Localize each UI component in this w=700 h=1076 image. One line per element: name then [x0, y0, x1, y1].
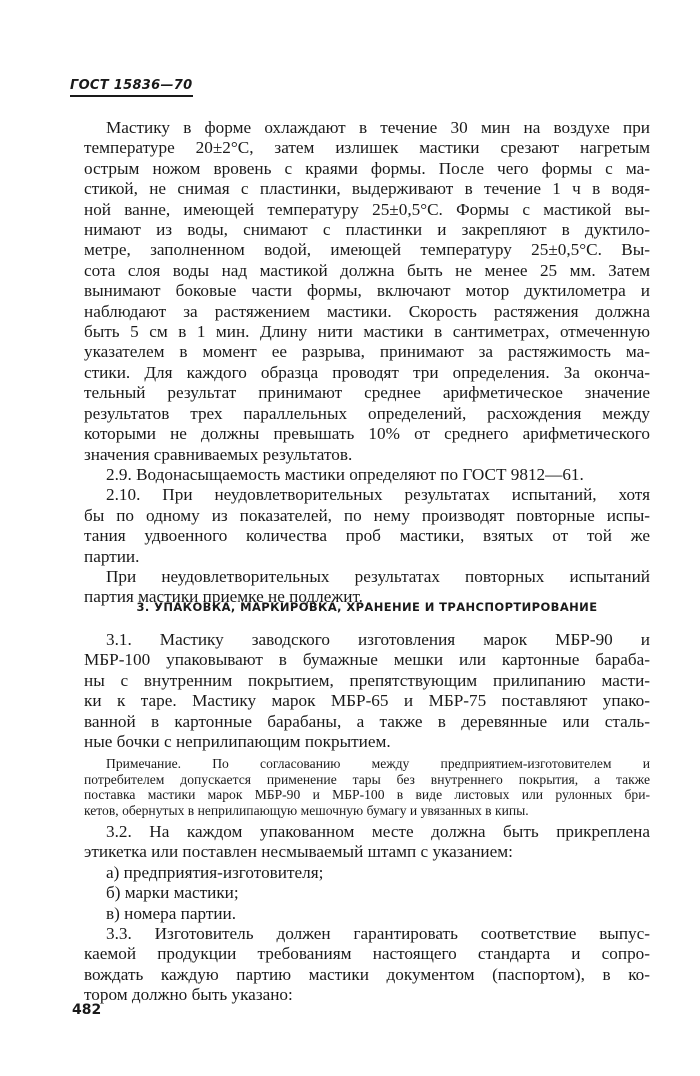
- text-line: тельный результат принимают среднее арифметическое значение: [84, 383, 650, 403]
- text-line: 2.10. При неудовлетворительных результатах испытаний, хотя: [106, 485, 650, 505]
- note-line: потребителем допускается применение тары без внутреннего покрытия, а также: [84, 771, 650, 787]
- text-line: МБР-100 упаковывают в бумажные мешки или картонные бараба-: [84, 650, 650, 670]
- text-line: тания удвоенного количества проб мастики, взятых от той же: [84, 526, 650, 546]
- list-item: б) марки мастики;: [106, 883, 239, 903]
- text-line: острым ножом вровень с краями формы. После чего формы с ма-: [84, 158, 650, 178]
- list-item: в) номера партии.: [106, 903, 237, 923]
- paragraph-3-1: [84, 630, 650, 752]
- note-line: кетов, обернутых в неприлипающую мешочную бумагу и увязанных в кипы.: [84, 802, 529, 818]
- text-line: нимают из воды, снимают с пластинки и закрепляют в дуктило-: [84, 220, 650, 240]
- paragraph-3-2-3-3: [84, 822, 650, 1006]
- paragraph-2-9: 2.9. Водонасыщаемость мастики определяют по ГОСТ 9812—61.: [106, 464, 584, 484]
- text-line: вождать каждую партию мастики документом (паспортом), в ко-: [84, 964, 650, 984]
- text-line: ной ванне, имеющей температуру 25±0,5°С. Формы с мастикой вы-: [84, 199, 650, 219]
- text-line: указателем в момент ее разрыва, принимают за растяжимость ма-: [84, 342, 650, 362]
- text-line: Мастику в форме охлаждают в течение 30 мин на воздухе при: [106, 118, 650, 137]
- note-line: Примечание. По согласованию между предприятием-изготовителем и: [106, 756, 650, 771]
- text-line: бы по одному из показателей, по нему производят повторные испы-: [84, 505, 650, 525]
- text-line: каемой продукции требованиям настоящего стандарта и сопро-: [84, 944, 650, 964]
- text-line: результатов трех параллельных определений, расхождения между: [84, 403, 650, 423]
- text-line: быть 5 см в 1 мин. Длину нити мастики в сантиметрах, отмеченную: [84, 322, 650, 342]
- text-line: тором должно быть указано:: [84, 985, 293, 1005]
- text-line: наблюдают за растяжением мастики. Скорость растяжения должна: [84, 301, 650, 321]
- text-line: стики. Для каждого образца проводят три определения. За оконча-: [84, 362, 650, 382]
- text-line: 3.3. Изготовитель должен гарантировать соответствие выпус-: [106, 924, 650, 944]
- text-line: метре, заполненном водой, имеющей температуру 25±0,5°С. Вы-: [84, 240, 650, 260]
- section-3-heading: 3. УПАКОВКА, МАРКИРОВКА, ХРАНЕНИЕ И ТРАНСПОРТИРОВАНИЕ: [136, 600, 598, 614]
- note-block: [84, 756, 650, 818]
- text-line: 3.1. Мастику заводского изготовления марок МБР-90 и: [106, 630, 650, 649]
- text-line: ные бочки с неприлипающим покрытием.: [84, 732, 391, 752]
- text-line: стикой, не снимая с пластинки, выдерживают в течение 1 ч в водя-: [84, 179, 650, 199]
- text-line: ки к таре. Мастику марок МБР-65 и МБР-75 поставляют упако-: [84, 691, 650, 711]
- text-line: вынимают боковые части формы, включают мотор дуктилометра и: [84, 281, 650, 301]
- text-line: значения сравниваемых результатов.: [84, 444, 353, 464]
- paragraph-2-8-continuation: [84, 118, 650, 608]
- text-line: которыми не должны превышать 10% от среднего арифметического: [84, 424, 650, 444]
- text-line: При неудовлетворительных результатах повторных испытаний: [106, 566, 650, 586]
- text-line: этикетка или поставлен несмываемый штамп с указанием:: [84, 842, 513, 862]
- text-line: 3.2. На каждом упакованном месте должна быть прикреплена: [106, 822, 650, 841]
- list-item: а) предприятия-изготовителя;: [106, 862, 324, 882]
- text-line: сота слоя воды над мастикой должна быть не менее 25 мм. Затем: [84, 260, 650, 280]
- note-line: поставка мастики марок МБР-90 и МБР-100 в виде листовых или рулонных бри-: [84, 787, 650, 802]
- text-line: партии.: [84, 546, 140, 566]
- standard-header: ГОСТ 15836—70: [70, 78, 193, 97]
- text-line: партия мастики приемке не подлежит.: [84, 587, 363, 607]
- text-line: ны с внутренним покрытием, препятствующим прилипанию масти-: [84, 670, 650, 690]
- page-number: 482: [72, 1002, 102, 1018]
- text-line: температуре 20±2°С, затем излишек мастики срезают нагретым: [84, 138, 650, 158]
- text-line: ванной в картонные барабаны, а также в деревянные или сталь-: [84, 711, 650, 731]
